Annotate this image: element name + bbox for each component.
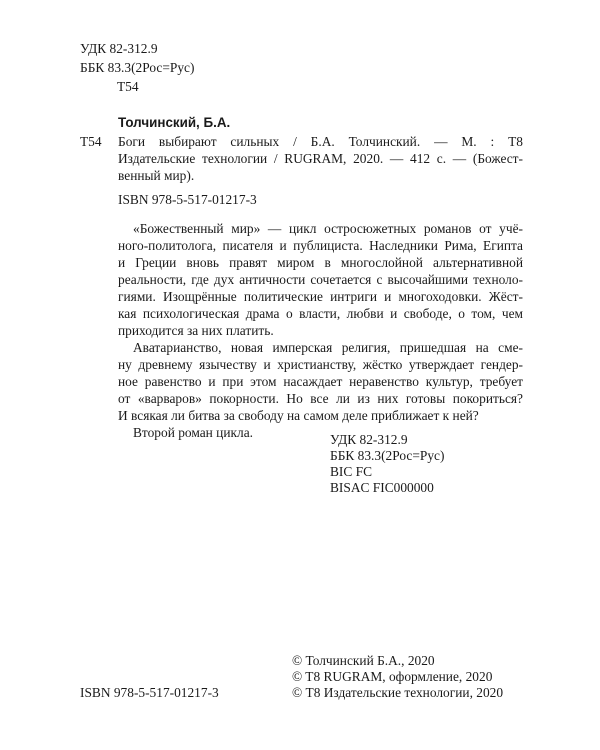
- annotation: [118, 220, 523, 441]
- annotation-line: Второй роман цикла.: [133, 425, 253, 440]
- bbk-code: ББК 83.3(2Рос=Рус): [80, 60, 195, 75]
- copyright-block: [292, 653, 503, 701]
- copyright-line: © T8 RUGRAM, оформление, 2020: [292, 669, 493, 684]
- annotation-paragraph: [118, 339, 523, 424]
- bib-line: венный мир).: [118, 168, 195, 183]
- classification-codes-top: [80, 39, 194, 96]
- annotation-line: и Греции вновь правят миром в многослойной альтернативной: [118, 255, 523, 270]
- udk-code: УДК 82-312.9: [330, 432, 408, 447]
- isbn-bottom: ISBN 978-5-517-01217-3: [80, 685, 219, 700]
- annotation-line: от «варваров» покорности. Но все ли из них готовы покориться?: [118, 391, 523, 406]
- annotation-line: ну древнему язычеству и христианству, жёстко утверждает гендер-: [118, 357, 523, 372]
- annotation-line: приходится за них платить.: [118, 323, 274, 338]
- annotation-paragraph: [118, 220, 523, 339]
- udk-code: УДК 82-312.9: [80, 41, 158, 56]
- annotation-line: Аватарианство, новая имперская религия, пришедшая на сме-: [133, 340, 523, 355]
- copyright-line: © Т8 Издательские технологии, 2020: [292, 685, 504, 700]
- annotation-paragraph: [118, 424, 523, 441]
- bib-line: Издательские технологии / RUGRAM, 2020. — 412 с. — (Божест-: [118, 151, 523, 166]
- bibliographic-description: [118, 133, 523, 184]
- author-mark: Т54: [117, 79, 139, 94]
- annotation-line: ное равенство и при этом насаждает неравенство культур, требует: [118, 374, 523, 389]
- annotation-line: «Божественный мир» — цикл остросюжетных романов от учё-: [133, 221, 523, 236]
- bisac-code: BISAC FIC000000: [330, 480, 434, 495]
- isbn: ISBN 978-5-517-01217-3: [118, 192, 257, 207]
- bbk-code: ББК 83.3(2Рос=Рус): [330, 448, 445, 463]
- annotation-line: реальности, где дух античности сочетается с высочайшими техноло-: [118, 272, 523, 287]
- annotation-line: ного-политолога, писателя и публициста. Наследники Рима, Египта: [118, 238, 523, 253]
- copyright-line: © Толчинский Б.А., 2020: [292, 653, 435, 668]
- annotation-line: И всякая ли битва за свободу на самом деле приближает к ней?: [118, 408, 479, 423]
- bib-author-mark: Т54: [80, 134, 102, 149]
- bic-code: BIC FC: [330, 464, 373, 479]
- author-heading: Толчинский, Б.А.: [118, 115, 231, 130]
- bib-line: Боги выбирают сильных / Б.А. Толчинский. — М. : Т8: [118, 134, 523, 149]
- annotation-line: кая психологическая драма о власти, любви и свободе, о том, чем: [118, 306, 523, 321]
- annotation-line: гиями. Изощрённые политические интриги и многоходовки. Жёст-: [118, 289, 523, 304]
- classification-codes-bottom: [330, 432, 444, 496]
